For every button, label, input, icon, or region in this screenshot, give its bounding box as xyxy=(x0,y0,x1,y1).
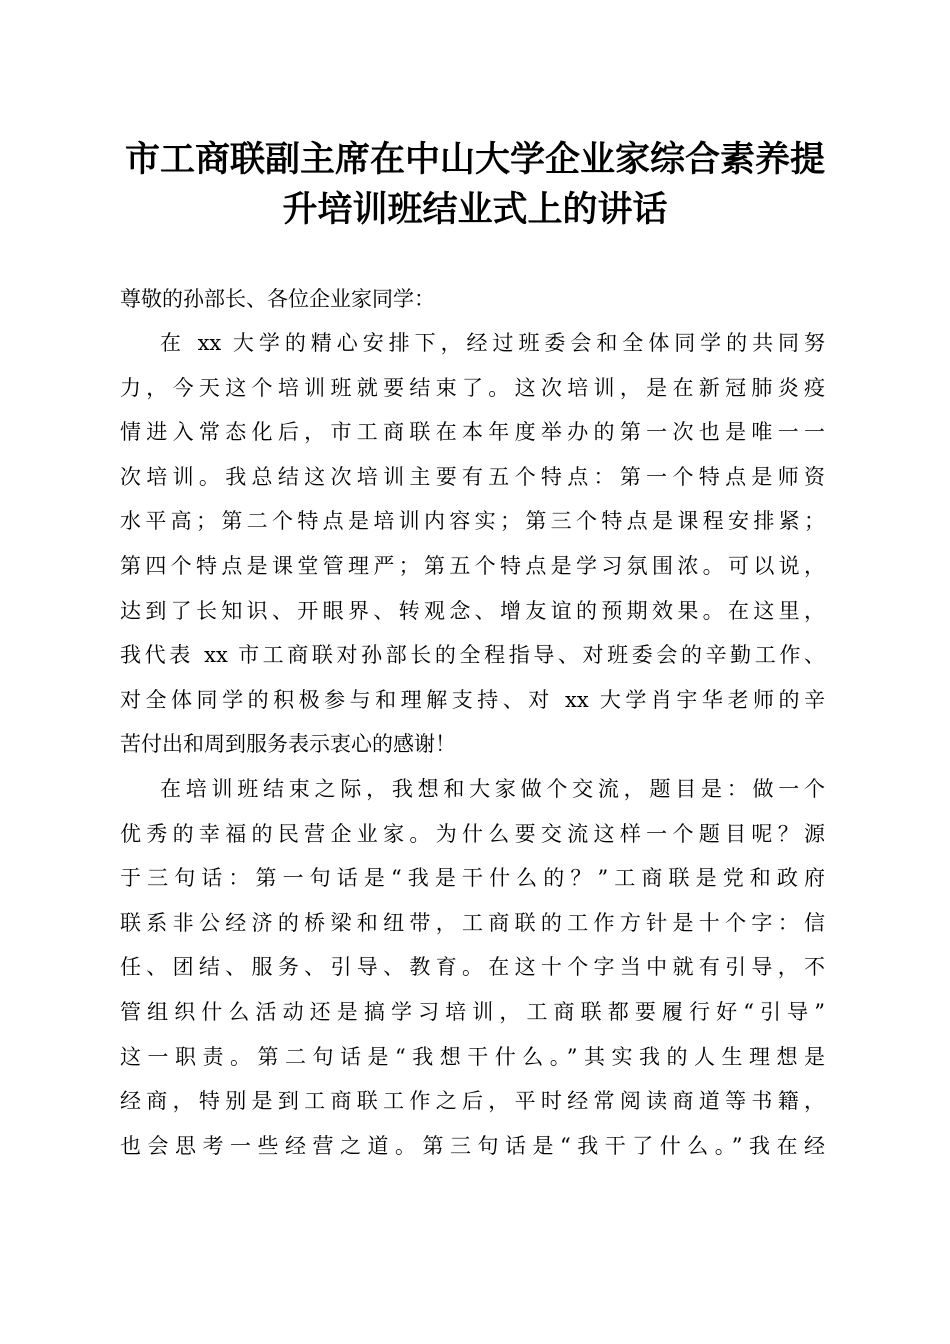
paragraph-line: 任、团结、服务、引导、教育。在这十个字当中就有引导，不 xyxy=(120,955,825,980)
document-body xyxy=(120,277,825,1168)
paragraph-line: 第四个特点是课堂管理严；第五个特点是学习氛围浓。可以说， xyxy=(120,553,825,578)
paragraph-line: 我代表 xx 市工商联对孙部长的全程指导、对班委会的辛勤工作、 xyxy=(120,643,825,668)
paragraph-1 xyxy=(120,321,825,767)
paragraph-line: 次培训。我总结这次培训主要有五个特点：第一个特点是师资 xyxy=(120,464,825,489)
paragraph-line: 达到了长知识、开眼界、转观念、增友谊的预期效果。在这里， xyxy=(120,598,825,623)
paragraph-line: 也会思考一些经营之道。第三句话是“我干了什么。”我在经 xyxy=(120,1133,825,1158)
paragraph-line: 对全体同学的积极参与和理解支持、对 xx 大学肖宇华老师的辛 xyxy=(120,687,825,712)
paragraph-line: 力，今天这个培训班就要结束了。这次培训，是在新冠肺炎疫 xyxy=(120,375,825,400)
paragraph-line: 联系非公经济的桥梁和纽带，工商联的工作方针是十个字：信 xyxy=(120,910,825,935)
paragraph-line: 水平高；第二个特点是培训内容实；第三个特点是课程安排紧； xyxy=(120,509,825,534)
title-line-1: 市工商联副主席在中山大学企业家综合素养提 xyxy=(124,139,825,180)
paragraph-line: 这一职责。第二句话是“我想干什么。”其实我的人生理想是 xyxy=(120,1044,825,1069)
paragraph-line: 经商，特别是到工商联工作之后，平时经常阅读商道等书籍， xyxy=(120,1089,825,1114)
paragraph-line: 优秀的幸福的民营企业家。为什么要交流这样一个题目呢？源 xyxy=(120,821,825,846)
paragraph-line: 情进入常态化后，市工商联在本年度举办的第一次也是唯一一 xyxy=(120,420,825,445)
paragraph-2 xyxy=(120,767,825,1168)
paragraph-line: 于三句话：第一句话是“我是干什么的？”工商联是党和政府 xyxy=(120,866,825,891)
title-line-2: 升培训班结业式上的讲话 xyxy=(282,189,668,230)
document-title xyxy=(110,135,840,235)
paragraph-line: 在 xx 大学的精心安排下，经过班委会和全体同学的共同努 xyxy=(160,331,825,355)
paragraph-line: 管组织什么活动还是搞学习培训，工商联都要履行好“引导” xyxy=(120,999,825,1024)
paragraph-line: 苦付出和周到服务表示衷心的感谢！ xyxy=(120,732,456,757)
paragraph-line: 在培训班结束之际，我想和大家做个交流，题目是：做一个 xyxy=(160,776,825,801)
salutation: 尊敬的孙部长、各位企业家同学： xyxy=(120,287,435,311)
